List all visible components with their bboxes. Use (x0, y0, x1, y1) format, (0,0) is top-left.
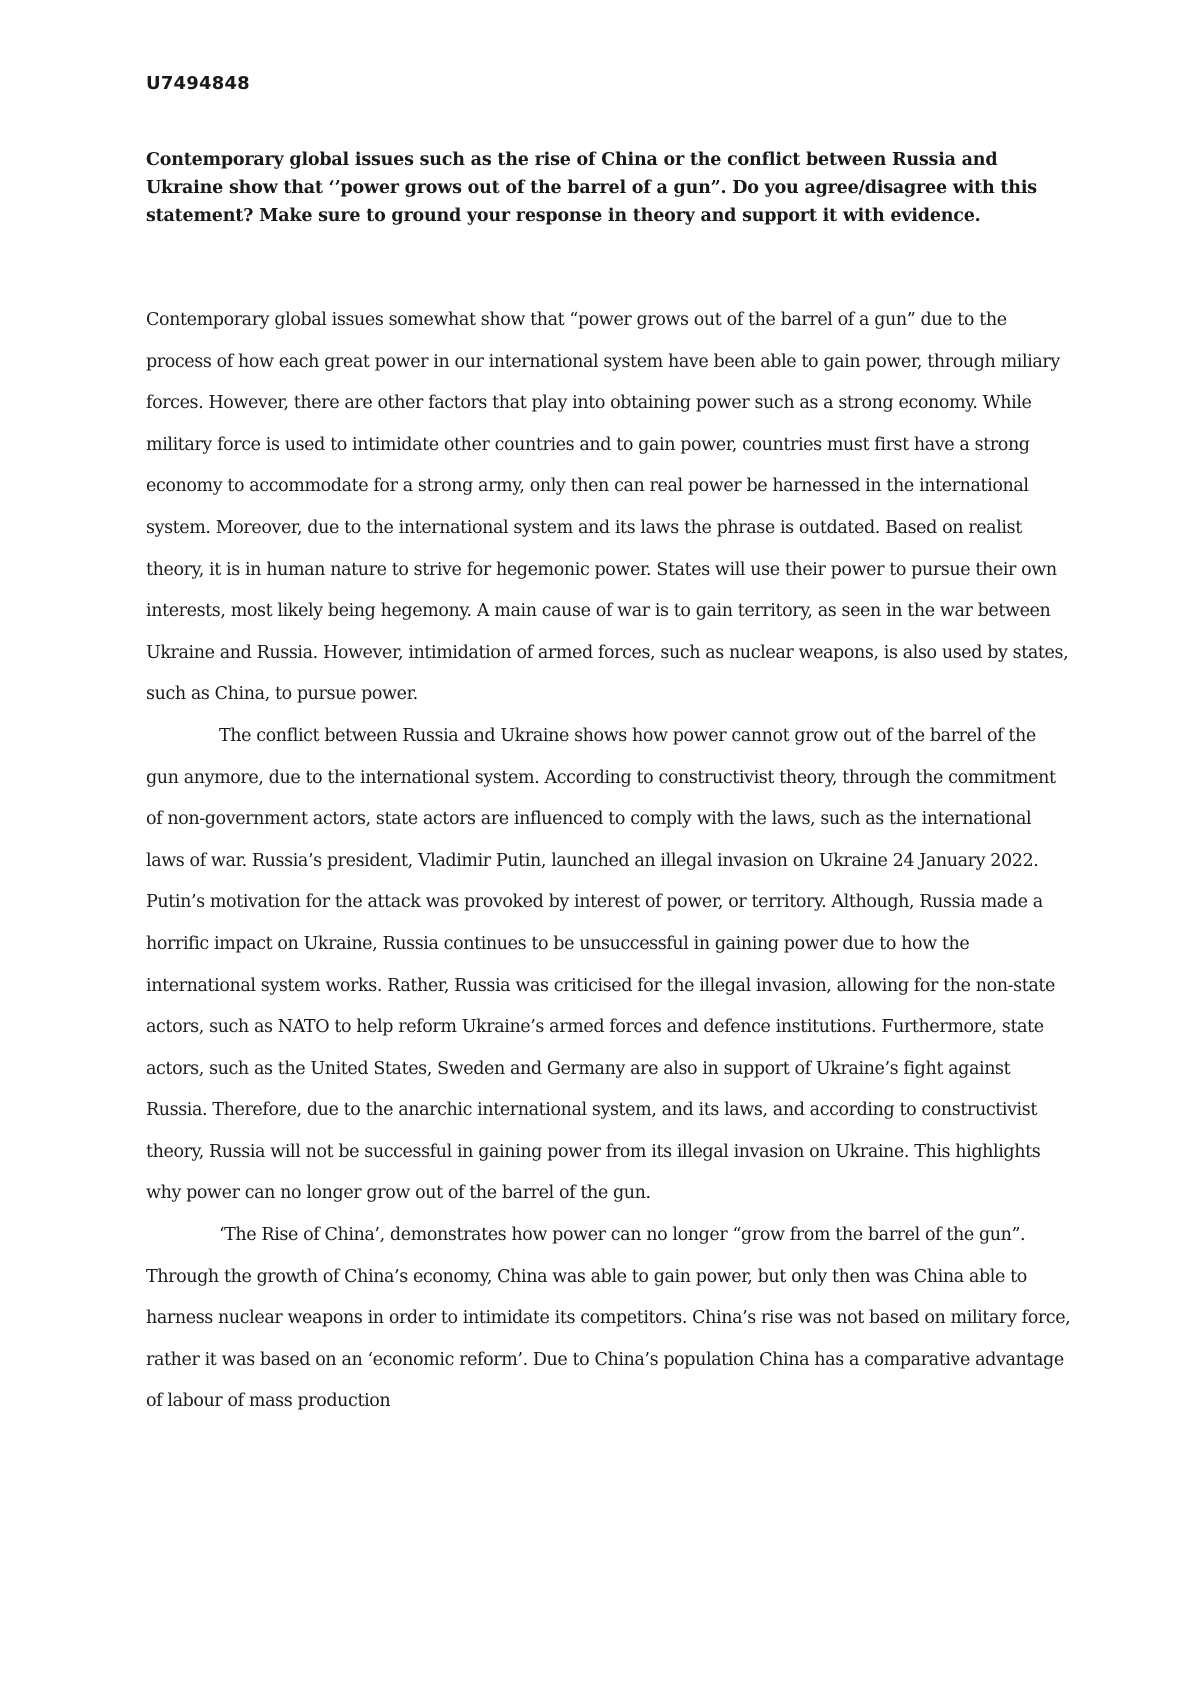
essay-body (146, 300, 1071, 1423)
paragraph-russia-ukraine: The conflict between Russia and Ukraine shows how power cannot grow out of the barrel of the gun anymore, due to the international system. According to constructivist theory, through the commitment of non-government actors, state actors are influenced to comply with the laws, such as the international laws of war. Russia’s president, Vladimir Putin, launched an illegal invasion on Ukraine 24 January 2022. Putin’s motivation for the attack was provoked by interest of power, or territory. Although, Russia made a horrific impact on Ukraine, Russia continues to be unsuccessful in gaining power due to how the international system works. Rather, Russia was criticised for the illegal invasion, allowing for the non-state actors, such as NATO to help reform Ukraine’s armed forces and defence institutions. Furthermore, state actors, such as the United States, Sweden and Germany are also in support of Ukraine’s fight against Russia. Therefore, due to the anarchic international system, and its laws, and according to constructivist theory, Russia will not be successful in gaining power from its illegal invasion on Ukraine. This highlights why power can no longer grow out of the barrel of the gun. (146, 725, 1056, 1204)
student-id: U7494848 (146, 73, 250, 94)
paragraph-rise-of-china: ‘The Rise of China’, demonstrates how power can no longer “grow from the barrel of the gun”. Through the growth of China’s economy, China was able to gain power, but only then was China able to harness nuclear weapons in order to intimidate its competitors. China’s rise was not based on military force, rather it was based on an ‘economic reform’. Due to China’s population China has a comparative advantage of labour of mass production (146, 1225, 1071, 1412)
paragraph-introduction: Contemporary global issues somewhat show that “power grows out of the barrel of a gun” due to the process of how each great power in our international system have been able to gain power, through miliary forces. However, there are other factors that play into obtaining power such as a strong economy. While military force is used to intimidate other countries and to gain power, countries must first have a strong economy to accommodate for a strong army, only then can real power be harnessed in the international system. Moreover, due to the international system and its laws the phrase is outdated. Based on realist theory, it is in human nature to strive for hegemonic power. States will use their power to pursue their own interests, most likely being hegemony. A main cause of war is to gain territory, as seen in the war between Ukraine and Russia. However, intimidation of armed forces, such as nuclear weapons, is also used by states, such as China, to pursue power. (146, 310, 1069, 705)
essay-question: Contemporary global issues such as the rise of China or the conflict between Russia and Ukraine show that ‘’power grows out of the barrel of a gun”. Do you agree/disagree with this statement? Make sure to ground your response in theory and support it with evidence. (146, 150, 1037, 226)
